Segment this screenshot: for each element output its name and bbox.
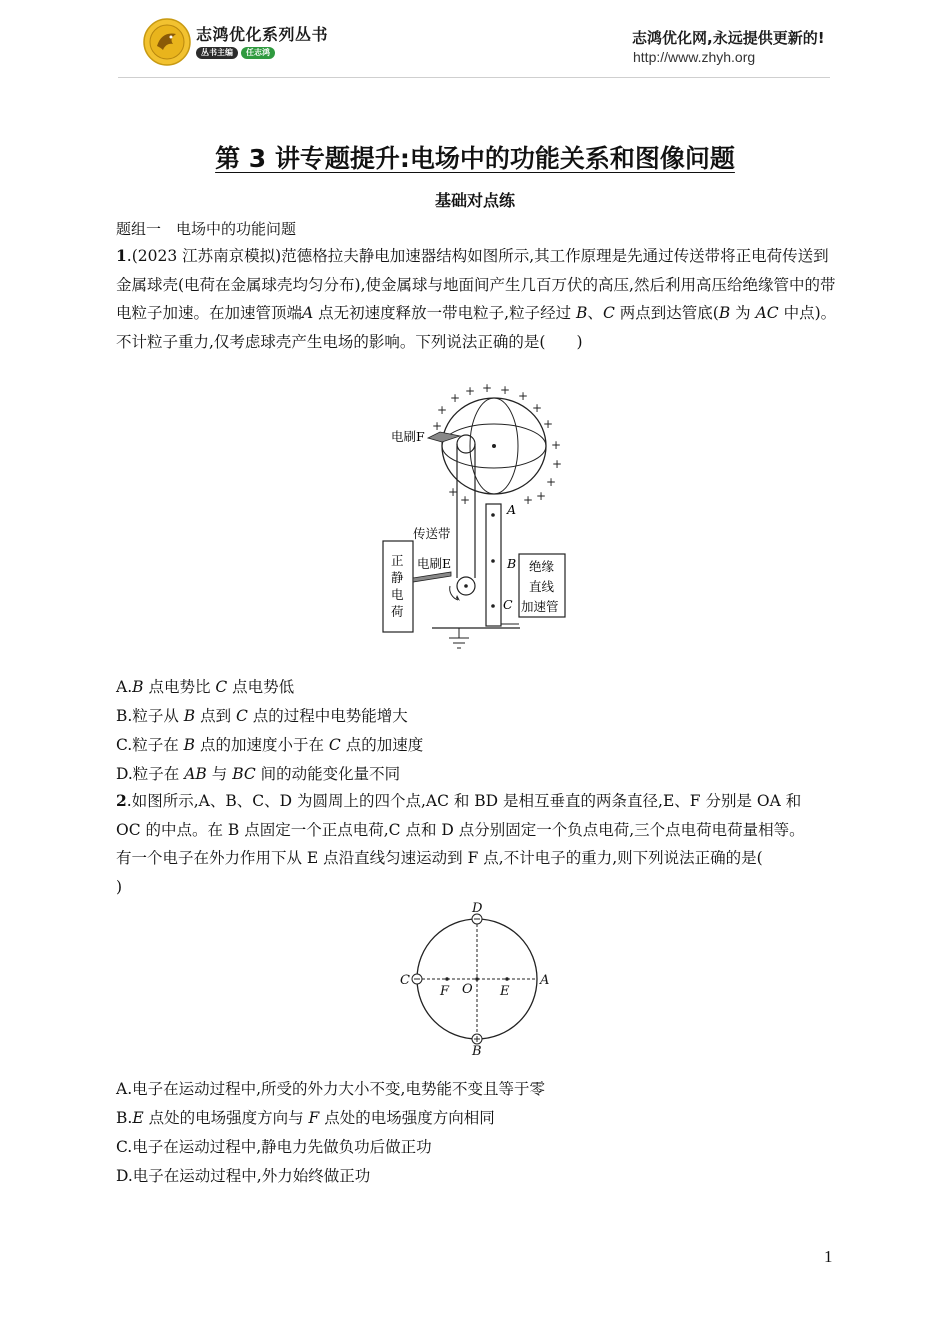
emblem-icon xyxy=(143,18,191,66)
q1-option-c: C.粒子在 B 点的加速度小于在 C 点的加速度 xyxy=(116,736,424,754)
label-c: C xyxy=(400,973,410,988)
editor-badges xyxy=(196,47,275,59)
label-point-c: C xyxy=(503,597,513,612)
label-f: F xyxy=(440,984,450,999)
svg-text:+: + xyxy=(450,391,461,405)
tube-label-1: 绝缘 xyxy=(529,559,555,574)
q2-option-c: C.电子在运动过程中,静电力先做负功后做正功 xyxy=(116,1138,432,1156)
svg-text:+: + xyxy=(543,417,554,431)
site-slogan: 志鸿优化网,永远提供更新的! xyxy=(632,29,825,47)
source-label-4: 荷 xyxy=(391,604,404,619)
tube-label-3: 加速管 xyxy=(521,599,559,614)
svg-text:+: + xyxy=(532,401,543,415)
label-brush-f: 电刷F xyxy=(391,429,425,444)
q2-option-a: A.电子在运动过程中,所受的外力大小不变,电势能不变且等于零 xyxy=(116,1080,545,1098)
positive-charges xyxy=(432,381,562,507)
svg-text:+: + xyxy=(523,493,534,507)
label-brush-e: 电刷E xyxy=(417,556,452,571)
svg-text:+: + xyxy=(465,384,476,398)
source-label-1: 正 xyxy=(391,553,404,568)
group-title: 题组一 电场中的功能问题 xyxy=(116,220,297,238)
label-o: O xyxy=(462,982,473,997)
svg-text:+: + xyxy=(546,475,557,489)
svg-text:+: + xyxy=(448,485,459,499)
svg-text:+: + xyxy=(432,419,443,433)
svg-text:+: + xyxy=(536,489,547,503)
editor-badge-label: 丛书主编 xyxy=(196,47,238,59)
editor-badge-name: 任志鸿 xyxy=(241,47,275,59)
label-belt: 传送带 xyxy=(413,526,451,541)
page-header xyxy=(0,0,950,80)
svg-text:+: + xyxy=(551,438,562,452)
q2-option-b: B.E 点处的电场强度方向与 F 点处的电场强度方向相同 xyxy=(116,1109,495,1127)
q2-option-d: D.电子在运动过程中,外力始终做正功 xyxy=(116,1167,371,1185)
svg-text:+: + xyxy=(518,389,529,403)
tube-label-2: 直线 xyxy=(529,579,555,594)
source-label-3: 电 xyxy=(391,587,404,602)
label-point-b: B xyxy=(507,556,517,571)
question-2-text: 2.如图所示,A、B、C、D 为圆周上的四个点,AC 和 BD 是相互垂直的两条直径,E、F 分别是 OA 和 OC 的中点。在 B 点固定一个正点电荷,C 点和 D 点分别固定一个负点电荷,三个点电荷电荷量相等。 有一个电子在外力作用下从 E 点沿直线匀速运动到 F 点,不计电子的重力,则下列说法正确的是( ) xyxy=(116,791,805,896)
svg-text:+: + xyxy=(482,381,493,395)
section-subtitle: 基础对点练 xyxy=(434,191,515,210)
svg-text:+: + xyxy=(437,403,448,417)
q1-option-d: D.粒子在 AB 与 BC 间的动能变化量不同 xyxy=(116,765,401,783)
circle-figure xyxy=(395,898,555,1060)
page-number: 1 xyxy=(824,1247,833,1266)
page-title: 第 3 讲专题提升:电场中的功能关系和图像问题 xyxy=(215,144,735,173)
q1-option-b: B.粒子从 B 点到 C 点的过程中电势能增大 xyxy=(116,707,408,725)
site-url[interactable]: http://www.zhyh.org xyxy=(633,49,756,65)
header-divider xyxy=(118,77,830,78)
label-point-a: A xyxy=(507,502,517,517)
svg-text:+: + xyxy=(500,383,511,397)
label-e: E xyxy=(500,984,510,999)
svg-text:+: + xyxy=(460,493,471,507)
brand-name: 志鸿优化系列丛书 xyxy=(196,25,329,44)
label-d: D xyxy=(472,901,483,916)
label-b: B xyxy=(472,1044,482,1059)
q1-option-a: A.B 点电势比 C 点电势低 xyxy=(116,678,295,696)
source-label-2: 静 xyxy=(391,570,404,585)
van-de-graaff-figure xyxy=(380,378,580,653)
label-a: A xyxy=(540,973,550,988)
question-1-text: 1.(2023 江苏南京模拟)范德格拉夫静电加速器结构如图所示,其工作原理是先通过传送带将正电荷传送到金属球壳(电荷在金属球壳均匀分布),使金属球与地面间产生几百万伏的高压,然后利用高压给绝缘管中的带电粒子加速。在加速管顶端A 点无初速度释放一带电粒子,粒子经过 B、C 两点到达管底(B 为 AC 中点)。不计粒子重力,仅考虑球壳产生电场的影响。下列说法正确的是( ) xyxy=(116,246,837,351)
svg-text:+: + xyxy=(552,457,563,471)
